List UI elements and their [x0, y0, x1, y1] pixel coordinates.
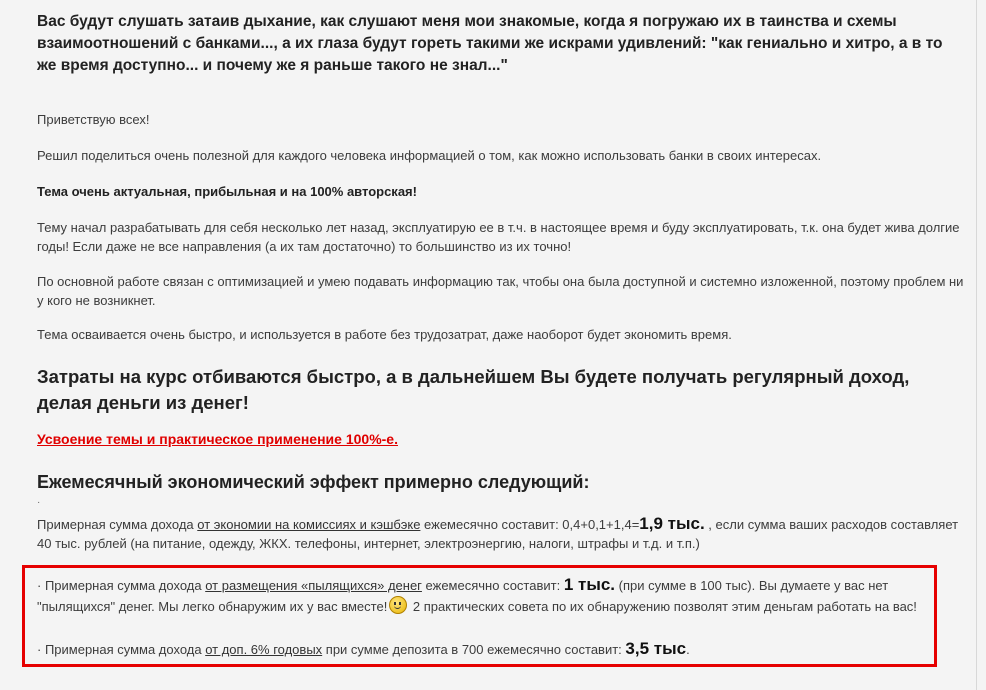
income-item-deposit	[37, 640, 967, 660]
topic-text	[37, 183, 967, 202]
item1-link[interactable]: от экономии на комиссиях и кэшбэке	[197, 517, 421, 532]
item2-post-b: 2 практических совета по их обнаружению позволят этим деньгам работать на вас!	[409, 598, 917, 614]
bullet-dot: ·	[37, 497, 41, 508]
income-item-dusty-money	[37, 576, 932, 616]
item2-amount: 1 тыс.	[563, 575, 616, 594]
item3-mid: при сумме депозита в 700 ежемесячно составит:	[322, 642, 626, 657]
fast-text: Тема осваивается очень быстро, и используется в работе без трудозатрат, даже наоборот будет экономить время.	[37, 327, 732, 342]
effect-heading: Ежемесячный экономический эффект примерно следующий:	[37, 472, 590, 492]
mastery-link[interactable]: Усвоение темы и практическое применение 100%-е.	[37, 431, 398, 447]
work-text: По основной работе связан с оптимизацией и умею подавать информацию так, чтобы она была доступной и системно изложенной, поэтому проблем ни у кого не возникнет.	[37, 274, 964, 308]
item1-post: , если сумма ваших расходов составляет 40 тыс. рублей (на питание, одежду, ЖКХ. телефоны, интернет, электроэнергию, налоги, штрафы и т.д. и т.п.)	[37, 517, 959, 551]
share-text: Решил поделиться очень полезной для каждого человека информацией о том, как можно использовать банки в своих интересах.	[37, 148, 822, 163]
smiley-emoticon-icon	[389, 596, 407, 614]
costs-heading: Затраты на курс отбиваются быстро, а в дальнейшем Вы будете получать регулярный доход, делая деньги из денег!	[37, 366, 910, 413]
item3-amount: 3,5 тыс	[625, 639, 687, 658]
develop-text: Тему начал разрабатывать для себя несколько лет назад, эксплуатирую ее в т.ч. в настоящее время и буду эксплуатировать, т.к. она будет жива долгие годы! Если даже не все направления (а их там достаточно) то большинство из их точно!	[37, 220, 960, 254]
item3-link[interactable]: от доп. 6% годовых	[205, 642, 323, 657]
topic-bold: Тема очень актуальная, прибыльная и на 100% авторская!	[37, 184, 417, 199]
income-item-commission	[37, 515, 967, 553]
item2-post-a: (при сумме в 100 тыс). Вы думаете у вас нет "пылящихся" денег. Мы легко обнаружим их у вас вместе!	[37, 578, 889, 614]
item2-link[interactable]: от размещения «пылящихся» денег	[205, 578, 422, 593]
item3-post: .	[686, 642, 690, 657]
item2-mid: ежемесячно составит:	[421, 578, 564, 593]
item1-mid: ежемесячно составит: 0,4+0,1+1,4=	[420, 517, 640, 532]
item1-pre: Примерная сумма дохода	[37, 517, 198, 532]
item3-pre: · Примерная сумма дохода	[37, 642, 206, 657]
intro-text: Вас будут слушать затаив дыхание, как слушают меня мои знакомые, когда я погружаю их в таинства и схемы взаимоотношений с банками..., а их глаза будут гореть такими же искрами удивлений: "как гениально и хитро, а в то же время доступно... и почему же я раньше такого не знал..."	[37, 13, 943, 74]
item1-amount: 1,9 тыс.	[639, 514, 705, 533]
greeting-text: Приветствую всех!	[37, 112, 150, 127]
item2-pre: · Примерная сумма дохода	[37, 578, 206, 593]
page-border	[976, 0, 977, 690]
